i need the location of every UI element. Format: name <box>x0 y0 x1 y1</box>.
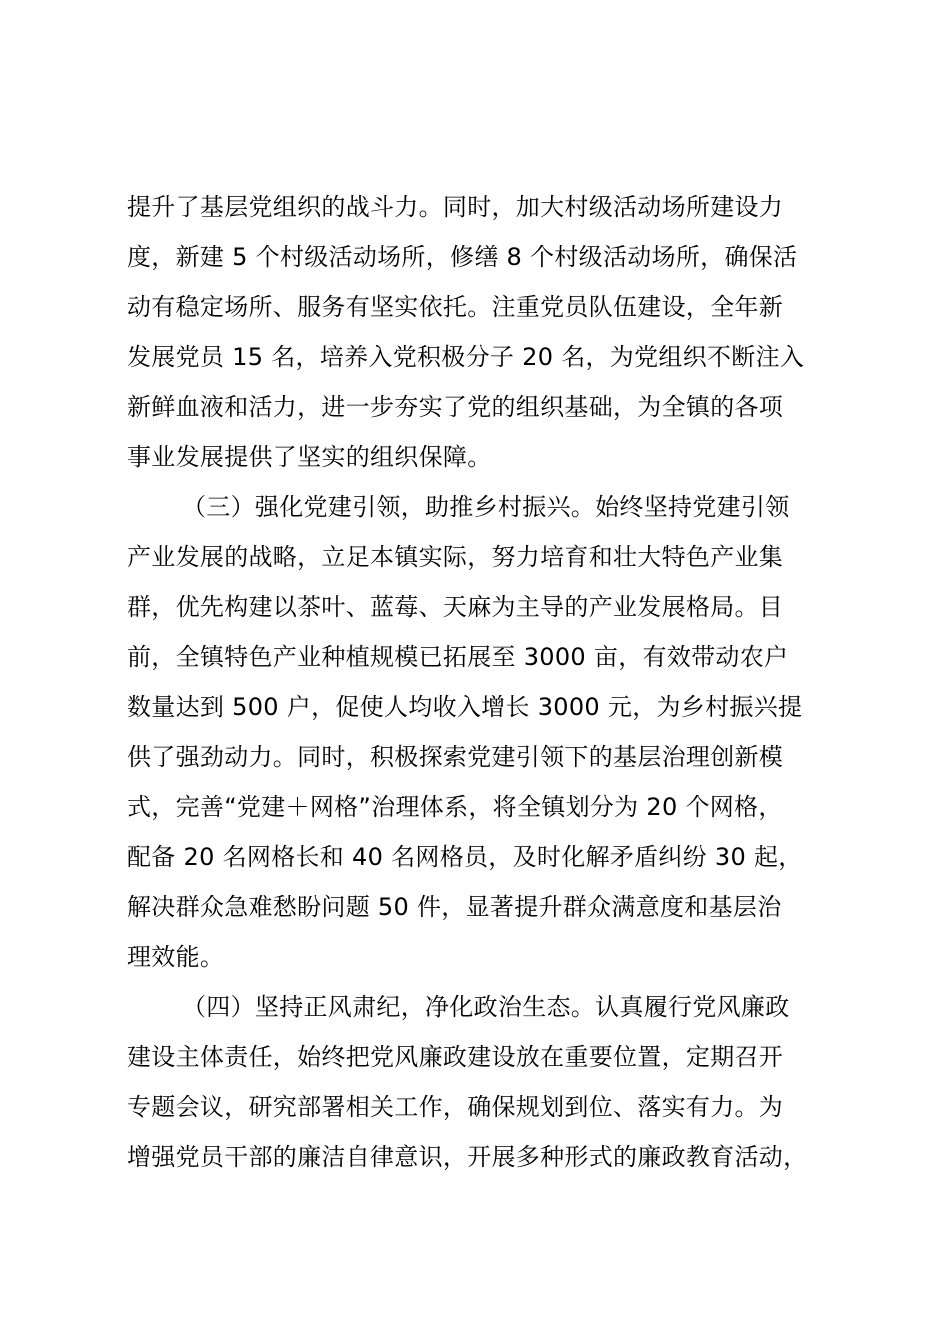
text-line: 新鲜血液和活力，进一步夯实了党的组织基础，为全镇的各项 <box>127 393 784 421</box>
text-line: 度，新建 5 个村级活动场所，修缮 8 个村级活动场所，确保活 <box>127 243 798 271</box>
text-line: 产业发展的战略，立足本镇实际，努力培育和壮大特色产业集 <box>127 543 784 571</box>
text-line: 数量达到 500 户，促使人均收入增长 3000 元，为乡村振兴提 <box>127 693 803 721</box>
document-body <box>127 182 839 1182</box>
text-line: 配备 20 名网格长和 40 名网格员，及时化解矛盾纠纷 30 起， <box>127 843 803 871</box>
text-line: 供了强劲动力。同时，积极探索党建引领下的基层治理创新模 <box>127 743 784 771</box>
paragraph-discipline <box>127 982 839 1182</box>
section-heading-line: （三）强化党建引领，助推乡村振兴。始终坚持党建引领 <box>182 493 790 521</box>
text-line: 增强党员干部的廉洁自律意识，开展多种形式的廉政教育活动， <box>127 1143 808 1171</box>
text-line: 前，全镇特色产业种植规模已拓展至 3000 亩，有效带动农户 <box>127 643 789 671</box>
section-heading-line: （四）坚持正风肃纪，净化政治生态。认真履行党风廉政 <box>182 993 790 1021</box>
paragraph-organization-building <box>127 182 839 482</box>
text-line: 发展党员 15 名，培养入党积极分子 20 名，为党组织不断注入 <box>127 343 805 371</box>
text-line: 建设主体责任，始终把党风廉政建设放在重要位置，定期召开 <box>127 1043 784 1071</box>
paragraph-rural-revitalization <box>127 482 839 982</box>
text-line: 事业发展提供了坚实的组织保障。 <box>127 443 492 471</box>
text-line: 提升了基层党组织的战斗力。同时，加大村级活动场所建设力 <box>127 193 784 221</box>
text-line: 解决群众急难愁盼问题 50 件，显著提升群众满意度和基层治 <box>127 893 782 921</box>
text-line: 理效能。 <box>127 943 225 971</box>
text-line: 式，完善“党建＋网格”治理体系，将全镇划分为 20 个网格， <box>127 793 783 821</box>
text-line: 专题会议，研究部署相关工作，确保规划到位、落实有力。为 <box>127 1093 784 1121</box>
text-line: 动有稳定场所、服务有坚实依托。注重党员队伍建设，全年新 <box>127 293 784 321</box>
text-line: 群，优先构建以茶叶、蓝莓、天麻为主导的产业发展格局。目 <box>127 593 784 621</box>
